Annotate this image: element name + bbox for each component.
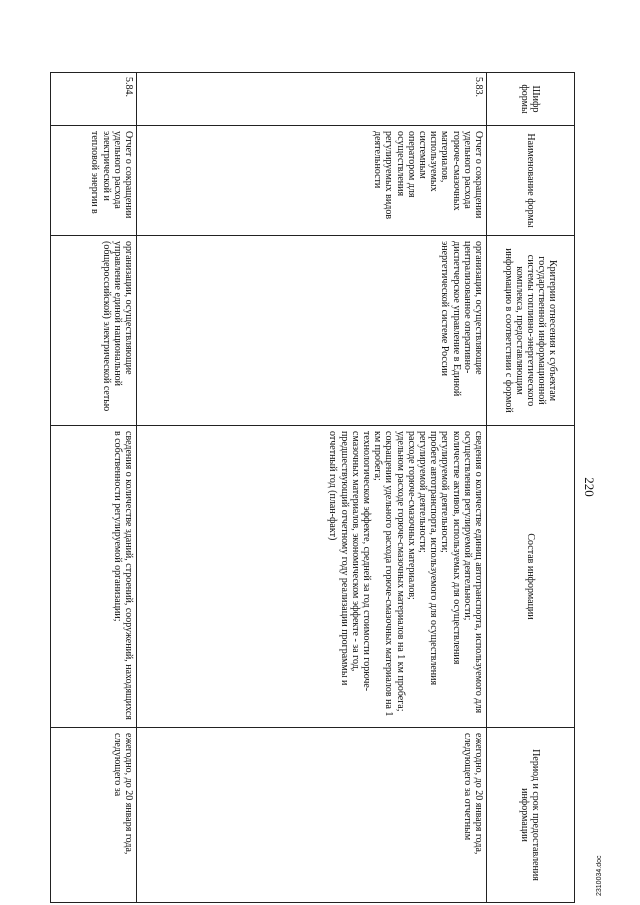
header-period: Период и срок предоставления информации [487, 728, 575, 903]
form-info [137, 426, 487, 728]
info-item: пробеге автотранспорта, используемого для осуществления регулируемой деятельности; [416, 431, 440, 686]
info-item: сокращении удельного расхода горюче-смазочных материалов на 1 км пробега; [372, 431, 395, 717]
info-item: сведения о количестве зданий, строений, сооружений, находящихся в собственности регулируемой организации; [111, 431, 134, 720]
info-item: удельном расходе горюче-смазочных материалов на 1 км пробега; [394, 431, 406, 712]
form-name: Отчет о сокращении удельного расхода электрической и тепловой энергии в [51, 126, 137, 236]
info-item: технологическом эффекте, средней за год стоимости горюче-смазочных материалов, экономическом эффекте - за год, предшествующий отчетному году реализации программы и отчетный год (план-факт) [327, 431, 372, 692]
form-code: 5.84. [51, 73, 137, 126]
header-code: Шифр формы [487, 73, 575, 126]
form-criteria: организации, осуществляющие управление единой национальной (общероссийской) электрической сетью [51, 236, 137, 426]
form-period: ежегодно, до 20 января года, следующего за [51, 728, 137, 903]
table-header-row [487, 73, 575, 903]
info-item: расходе горюче-смазочных материалов; [405, 431, 417, 600]
info-item: количестве активов, используемых для осуществления регулируемой деятельности; [439, 431, 462, 665]
header-criteria: Критерии отнесения к субъектам государственной информационной системы топливно-энергетического комплекса, предоставляющим информацию в соответствии с формой [487, 236, 575, 426]
document-code: 2310034.doc [596, 855, 603, 896]
table-row [51, 73, 137, 903]
page-number: 220 [582, 477, 597, 497]
form-code: 5.83. [137, 73, 487, 126]
form-info [51, 426, 137, 728]
header-name: Наименование формы [487, 126, 575, 236]
table-row [137, 73, 487, 903]
form-period: ежегодно, до 20 января года, следующего за отчетным [137, 728, 487, 903]
form-name: Отчет о сокращении удельного расхода горюче-смазочных материалов, используемых системным оператором для осуществления регулируемых видов деятельности [137, 126, 487, 236]
header-info: Состав информации [487, 426, 575, 728]
form-criteria: организации, осуществляющие централизованное оперативно-диспетчерское управление в Единой энергетической системе России [137, 236, 487, 426]
info-item: сведения о количестве единиц автотранспорта, используемого для осуществления регулируемой деятельности; [461, 431, 484, 714]
rotated-page [50, 72, 597, 902]
forms-table [50, 72, 575, 903]
